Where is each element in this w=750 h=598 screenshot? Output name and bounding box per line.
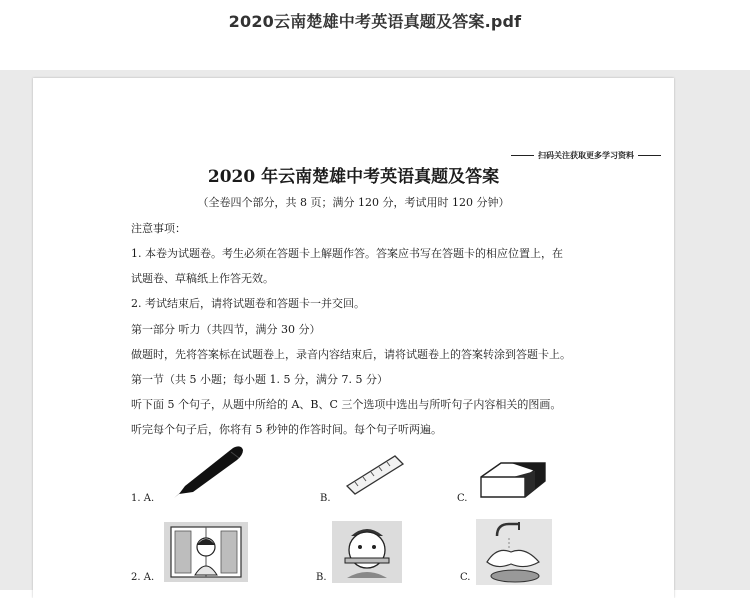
file-title: 2020云南楚雄中考英语真题及答案.pdf [228,12,522,31]
question-2-option-b: B. [316,572,327,583]
question-1-option-b: B. [320,493,331,504]
part-one-heading: 第一部分 听力（共四节，满分 30 分） [131,323,321,336]
document-title: 2020 年云南楚雄中考英语真题及答案 [207,167,500,187]
pdf-page [33,78,674,598]
viewer-header [0,0,750,70]
notice-line-1: 1. 本卷为试题卷。考生必须在答题卡上解题作答。答案应书写在答题卡的相应位置上，在 [131,247,563,260]
fountain-pen-image [171,442,247,500]
promo-banner [511,150,661,161]
document-subtitle: （全卷四个部分，共 8 页；满分 120 分，考试用时 120 分钟） [197,196,510,209]
washing-hands-image [475,518,553,586]
eraser-image [473,451,553,503]
notice-heading: 注意事项： [131,222,186,235]
promo-dash-left [511,155,534,156]
section-one-timing: 听完每个句子后，你将有 5 秒钟的作答时间。每个句子听两遍。 [131,423,442,436]
section-one-heading: 第一节（共 5 小题；每小题 1. 5 分，满分 7. 5 分） [131,373,388,386]
section-one-instruction: 听下面 5 个句子，从题中所给的 A、B、C 三个选项中选出与所听句子内容相关的图画。 [131,398,562,411]
question-2-option-c: C. [460,572,471,583]
notice-line-2: 2. 考试结束后，请将试题卷和答题卡一并交回。 [131,297,365,310]
boy-brushing-teeth-image [331,520,403,584]
part-one-instruction: 做题时，先将答案标在试题卷上，录音内容结束后，请将试题卷上的答案转涂到答题卡上。 [131,348,571,361]
boy-window-image [163,521,249,583]
notice-line-1-cont: 试题卷、草稿纸上作答无效。 [131,272,274,285]
question-1-option-c: C. [457,493,468,504]
question-1-option-a: 1. A. [131,493,155,504]
promo-text: 扫码关注获取更多学习资料 [538,151,634,160]
question-2-option-a: 2. A. [131,572,155,583]
promo-dash-right [638,155,661,156]
ruler-image [341,452,407,498]
